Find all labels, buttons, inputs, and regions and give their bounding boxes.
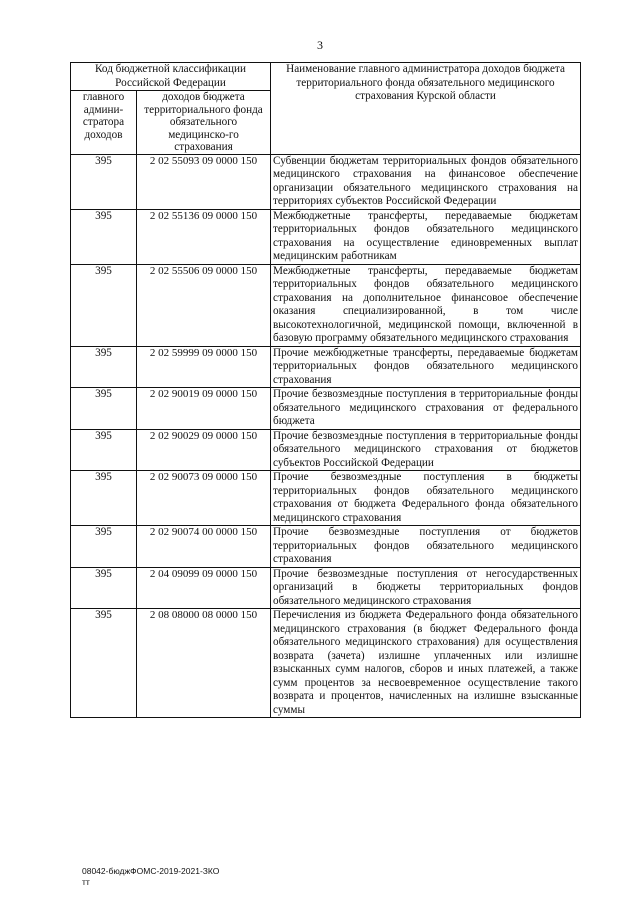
- budget-code-cell: 2 08 08000 08 0000 150: [137, 609, 271, 718]
- header-administrator-name: Наименование главного администратора доходов бюджета территориального фонда обязательного медицинского страхования Курской области: [271, 63, 581, 155]
- admin-code-cell: 395: [71, 346, 137, 388]
- budget-code-cell: 2 02 55506 09 0000 150: [137, 264, 271, 346]
- budget-code-cell: 2 02 90029 09 0000 150: [137, 429, 271, 471]
- revenue-name-cell: Прочие безвозмездные поступления от бюджетов территориальных фондов обязательного медицинского страхования: [271, 526, 581, 568]
- revenue-name-cell: Субвенции бюджетам территориальных фондов обязательного медицинского страхования на финансовое обеспечение организации обязательного медицинского страхования на территориях субъектов Российской Федерации: [271, 154, 581, 209]
- budget-code-cell: 2 02 55136 09 0000 150: [137, 209, 271, 264]
- revenue-administrators-table: [70, 62, 581, 718]
- header-chief-administrator: главного админи-стратора доходов: [71, 91, 137, 155]
- budget-code-cell: 2 02 55093 09 0000 150: [137, 154, 271, 209]
- admin-code-cell: 395: [71, 264, 137, 346]
- admin-code-cell: 395: [71, 526, 137, 568]
- admin-code-cell: 395: [71, 429, 137, 471]
- table-row: [71, 209, 581, 264]
- budget-code-cell: 2 02 90074 00 0000 150: [137, 526, 271, 568]
- revenue-name-cell: Межбюджетные трансферты, передаваемые бюджетам территориальных фондов обязательного медицинского страхования на дополнительное финансовое обеспечение оказания специализированной, в том числе высокотехнологичной, медицинской помощи, включенной в базовую программу обязательного медицинского страхования: [271, 264, 581, 346]
- admin-code-cell: 395: [71, 567, 137, 609]
- document-footer: [82, 866, 219, 888]
- page-number: 3: [317, 38, 323, 52]
- document-code: 08042-бюджФОМС-2019-2021-ЗКО: [82, 866, 220, 876]
- table-row: [71, 388, 581, 430]
- revenue-name-cell: Прочие межбюджетные трансферты, передаваемые бюджетам территориальных фондов обязательного медицинского страхования: [271, 346, 581, 388]
- table-row: [71, 609, 581, 718]
- budget-code-cell: 2 04 09099 09 0000 150: [137, 567, 271, 609]
- revenue-name-cell: Прочие безвозмездные поступления в территориальные фонды обязательного медицинского страхования от федерального бюджета: [271, 388, 581, 430]
- admin-code-cell: 395: [71, 154, 137, 209]
- table-row: [71, 346, 581, 388]
- header-fund-revenues: доходов бюджета территориального фонда обязательного медицинско-го страхования: [137, 91, 271, 155]
- revenue-name-cell: Прочие безвозмездные поступления в территориальные фонды обязательного медицинского страхования от бюджетов субъектов Российской Федерации: [271, 429, 581, 471]
- table-row: [71, 526, 581, 568]
- budget-code-cell: 2 02 90073 09 0000 150: [137, 471, 271, 526]
- revenue-name-cell: Прочие безвозмездные поступления в бюджеты территориальных фондов обязательного медицинского страхования от бюджета Федерального фонда обязательного медицинского страхования: [271, 471, 581, 526]
- table-row: [71, 471, 581, 526]
- table-row: [71, 264, 581, 346]
- table-row: [71, 154, 581, 209]
- admin-code-cell: 395: [71, 388, 137, 430]
- budget-code-cell: 2 02 90019 09 0000 150: [137, 388, 271, 430]
- revenue-name-cell: Прочие безвозмездные поступления от негосударственных организаций в бюджеты территориальных фондов обязательного медицинского страхования: [271, 567, 581, 609]
- typist-initials: тт: [82, 877, 90, 887]
- budget-code-cell: 2 02 59999 09 0000 150: [137, 346, 271, 388]
- admin-code-cell: 395: [71, 209, 137, 264]
- table-row: [71, 429, 581, 471]
- revenue-name-cell: Перечисления из бюджета Федерального фонда обязательного медицинского страхования (в бюджет Федерального фонда обязательного медицинского страхования) для осуществления возврата (зачета) излишне уплаченных или излишне взысканных сумм налогов, сборов и иных платежей, а также сумм процентов за несвоевременное осуществление такого возврата и процентов, начисленных на излишне взысканные суммы: [271, 609, 581, 718]
- revenue-name-cell: Межбюджетные трансферты, передаваемые бюджетам территориальных фондов обязательного медицинского страхования на осуществление единовременных выплат медицинским работникам: [271, 209, 581, 264]
- admin-code-cell: 395: [71, 609, 137, 718]
- admin-code-cell: 395: [71, 471, 137, 526]
- table-row: [71, 567, 581, 609]
- header-classification-code: Код бюджетной классификации Российской Федерации: [71, 63, 271, 91]
